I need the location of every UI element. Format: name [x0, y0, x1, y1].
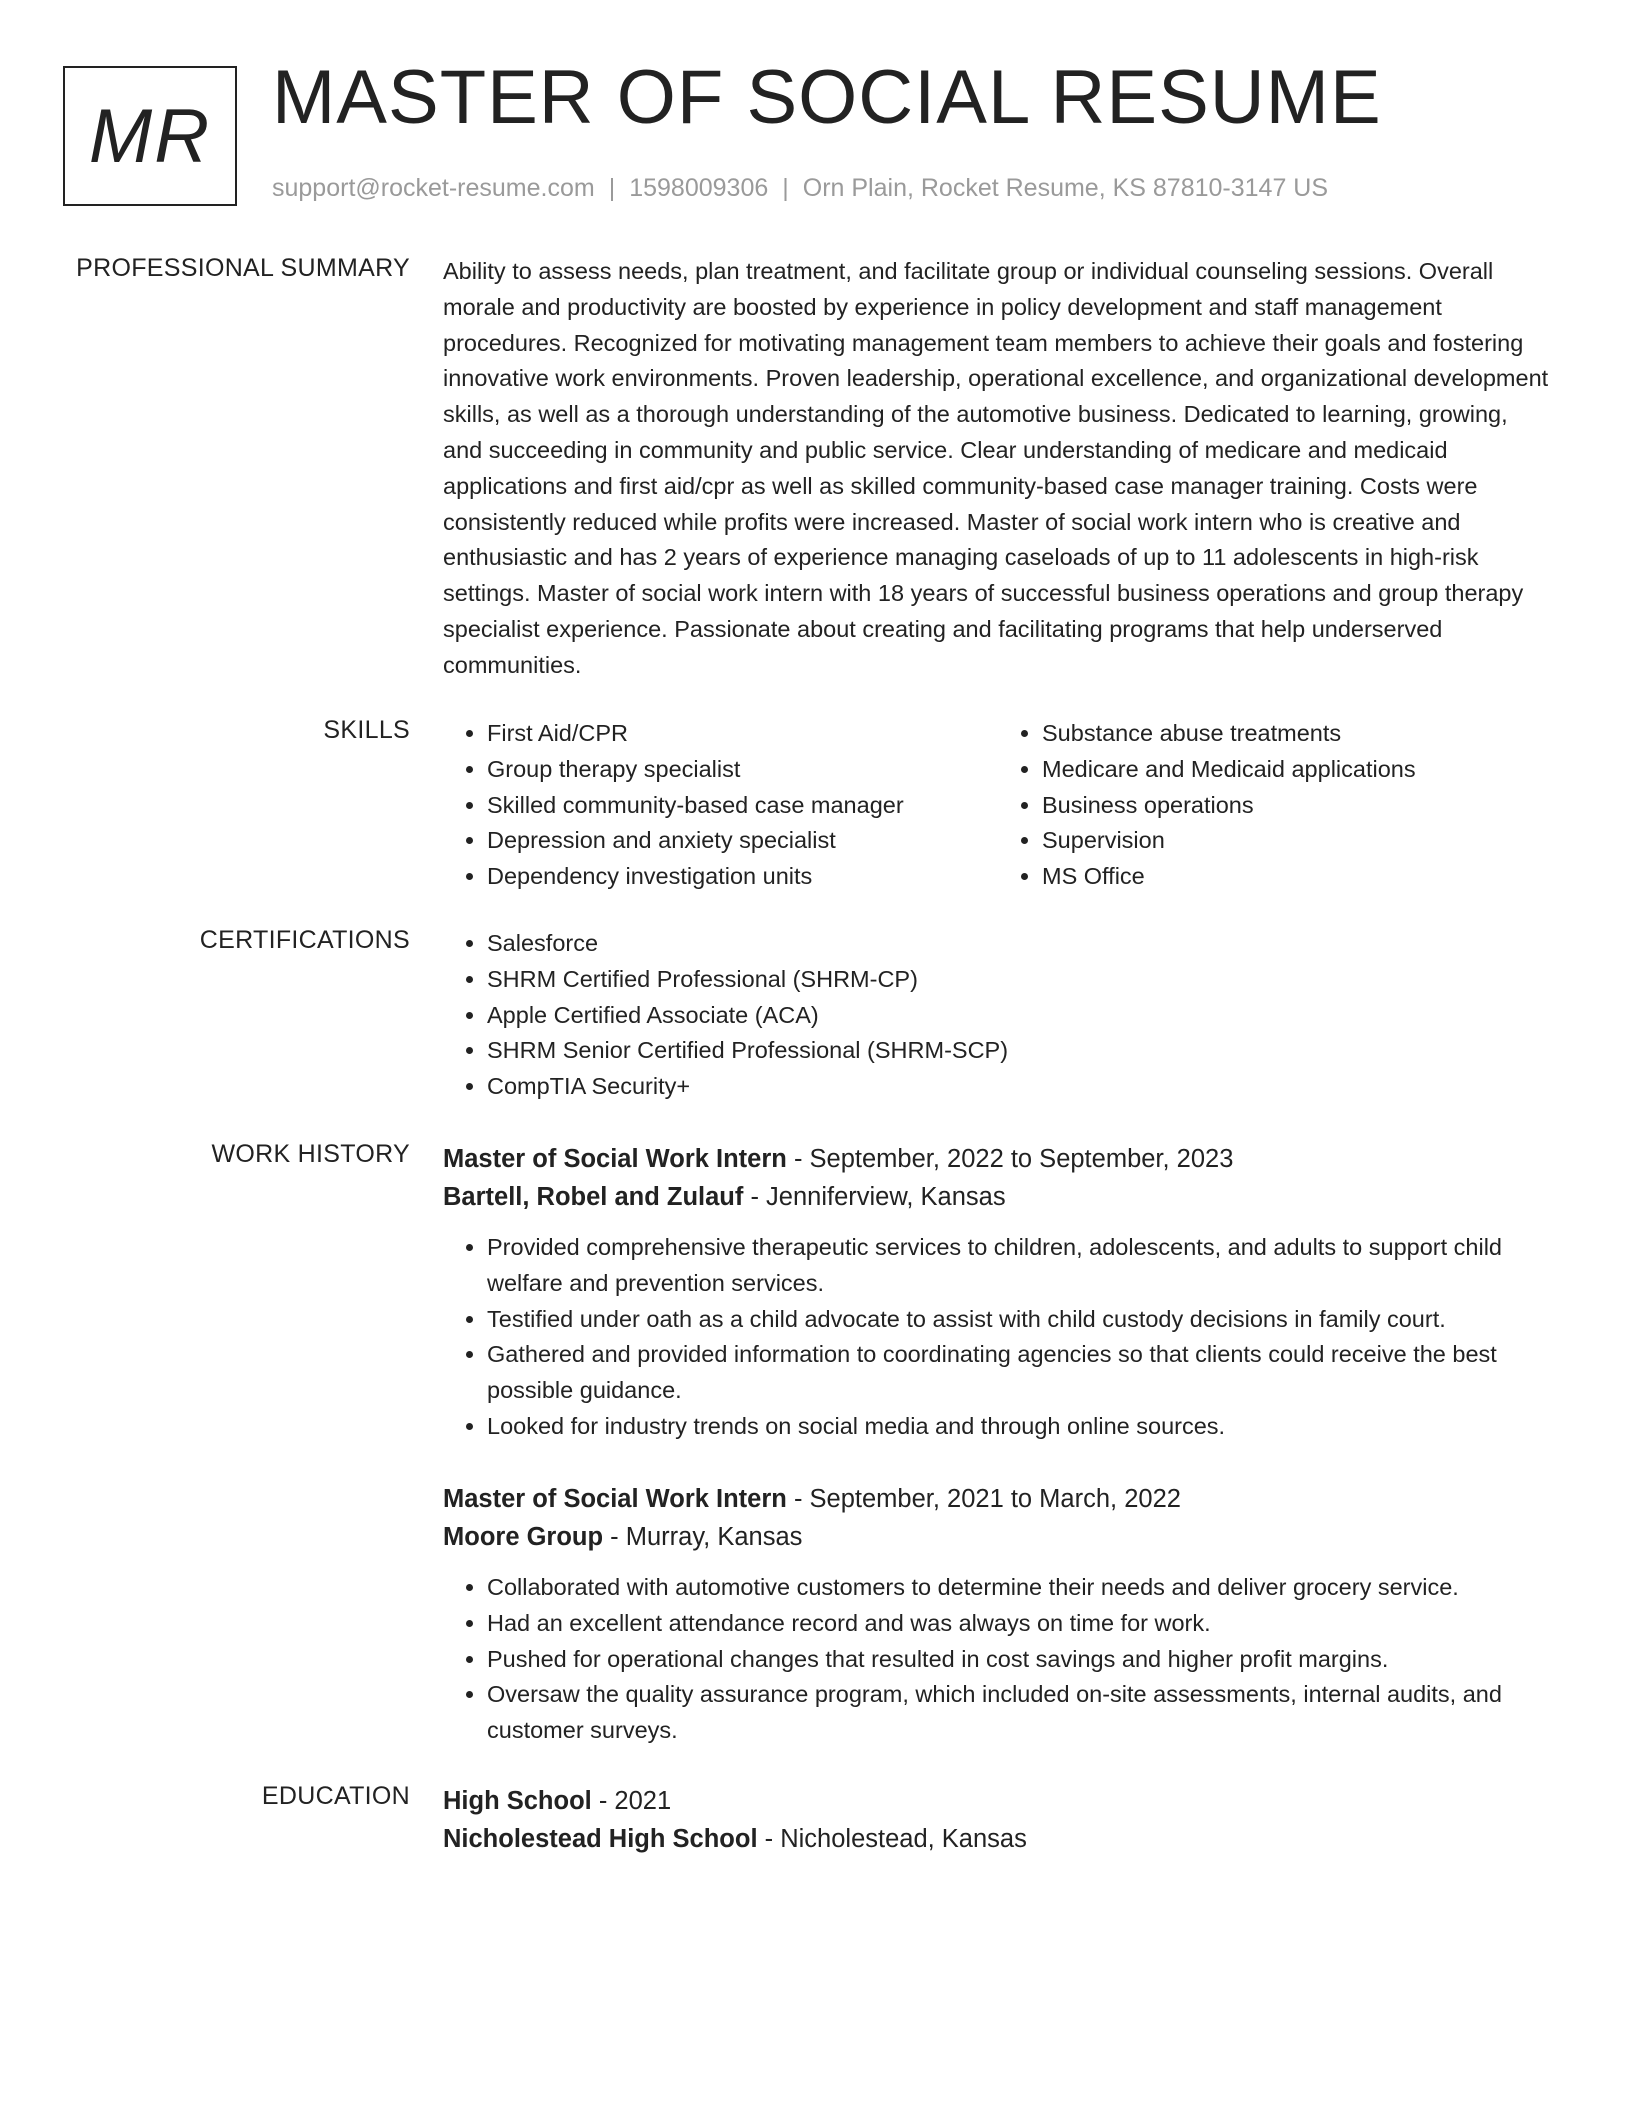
- job-duty-item: • Testified under oath as a child advocate to assist with child custody decisions in family court.: [487, 1302, 1553, 1338]
- certification-item: • Apple Certified Associate (ACA): [487, 998, 1553, 1034]
- skills-list: [443, 716, 1553, 895]
- education-location: - Nicholestead, Kansas: [757, 1825, 1027, 1853]
- education-year: - 2021: [591, 1787, 672, 1815]
- job-company-line: [443, 1178, 1553, 1216]
- certifications-list: [443, 926, 1553, 1105]
- certification-item: • SHRM Senior Certified Professional (SHRM-SCP): [487, 1033, 1553, 1069]
- education-school: Nicholestead High School: [443, 1825, 758, 1853]
- job-dates: - September, 2022 to September, 2023: [786, 1145, 1234, 1173]
- job-duty-item: • Oversaw the quality assurance program, which included on-site assessments, internal audits, and customer surveys.: [487, 1677, 1553, 1749]
- contact-separator: |: [608, 174, 616, 202]
- contact-line: [272, 174, 1328, 203]
- job-title-line: [443, 1140, 1553, 1178]
- contact-separator: |: [782, 174, 789, 202]
- job-location: - Murray, Kansas: [603, 1523, 803, 1551]
- skill-item: • Medicare and Medicaid applications: [1042, 752, 1553, 788]
- job-duty-item: • Collaborated with automotive customers to determine their needs and deliver grocery service.: [487, 1570, 1553, 1606]
- summary-label: PROFESSIONAL SUMMARY: [76, 254, 410, 282]
- contact-address: Orn Plain, Rocket Resume, KS 87810-3147 US: [802, 174, 1329, 202]
- job-duty-item: • Provided comprehensive therapeutic services to children, adolescents, and adults to support child welfare and prevention services.: [487, 1230, 1553, 1302]
- skills-column-1: [443, 716, 998, 895]
- skill-item: • Supervision: [1042, 823, 1553, 859]
- education-school-line: [443, 1820, 1553, 1858]
- job-duty-item: • Looked for industry trends on social media and through online sources.: [487, 1409, 1553, 1445]
- certification-item: • CompTIA Security+: [487, 1069, 1553, 1105]
- education-degree-line: [443, 1782, 1553, 1820]
- job-entry: [443, 1140, 1553, 1445]
- skills-label: SKILLS: [323, 716, 410, 744]
- certification-item: • Salesforce: [487, 926, 1553, 962]
- monogram-text: MR: [88, 93, 212, 179]
- contact-email: support@rocket-resume.com: [272, 174, 595, 202]
- job-duty-item: • Had an excellent attendance record and was always on time for work.: [487, 1606, 1553, 1642]
- work-history-label: WORK HISTORY: [211, 1140, 410, 1168]
- job-title: Master of Social Work Intern: [443, 1485, 787, 1513]
- job-duties: [443, 1230, 1553, 1445]
- job-title-line: [443, 1480, 1553, 1518]
- skill-item: • Substance abuse treatments: [1042, 716, 1553, 752]
- job-duty-item: • Pushed for operational changes that resulted in cost savings and higher profit margins.: [487, 1642, 1553, 1678]
- skill-item: • Skilled community-based case manager: [487, 788, 998, 824]
- job-dates: - September, 2021 to March, 2022: [786, 1485, 1181, 1513]
- job-title: Master of Social Work Intern: [443, 1145, 787, 1173]
- job-company: Moore Group: [443, 1523, 604, 1551]
- education-label: EDUCATION: [261, 1782, 410, 1810]
- contact-phone: 1598009306: [629, 174, 769, 202]
- skill-item: • MS Office: [1042, 859, 1553, 895]
- job-entry: [443, 1480, 1553, 1749]
- monogram-logo: [63, 66, 237, 206]
- certifications-label: CERTIFICATIONS: [199, 926, 410, 954]
- skill-item: • Dependency investigation units: [487, 859, 998, 895]
- education-entry: [443, 1782, 1553, 1858]
- skill-item: • First Aid/CPR: [487, 716, 998, 752]
- skill-item: • Depression and anxiety specialist: [487, 823, 998, 859]
- skills-column-2: [998, 716, 1553, 895]
- job-company-line: [443, 1518, 1553, 1556]
- skill-item: • Business operations: [1042, 788, 1553, 824]
- job-duties: [443, 1570, 1553, 1749]
- summary-text: Ability to assess needs, plan treatment, and facilitate group or individual counseling sessions. Overall morale and productivity are boosted by experience in policy development and staff management procedures. Recognized for motivating management team members to achieve their goals and fostering innovative work environments. Proven leadership, operational excellence, and organizational development skills, as well as a thorough understanding of the automotive business. Dedicated to learning, growing, and succeeding in community and public service. Clear understanding of medicare and medicaid applications and first aid/cpr as well as skilled community-based case manager training. Costs were consistently reduced while profits were increased. Master of social work intern who is creative and enthusiastic and has 2 years of experience managing caseloads of up to 11 adolescents in high-risk settings. Master of social work intern with 18 years of successful business operations and group therapy specialist experience. Passionate about creating and facilitating programs that help underserved communities.: [443, 258, 1549, 678]
- certification-item: • SHRM Certified Professional (SHRM-CP): [487, 962, 1553, 998]
- job-company: Bartell, Robel and Zulauf: [443, 1183, 744, 1211]
- job-location: - Jenniferview, Kansas: [743, 1183, 1006, 1211]
- job-duty-item: • Gathered and provided information to coordinating agencies so that clients could receive the best possible guidance.: [487, 1337, 1553, 1409]
- candidate-name: MASTER OF SOCIAL RESUME: [272, 55, 1382, 140]
- skill-item: • Group therapy specialist: [487, 752, 998, 788]
- education-degree: High School: [443, 1787, 592, 1815]
